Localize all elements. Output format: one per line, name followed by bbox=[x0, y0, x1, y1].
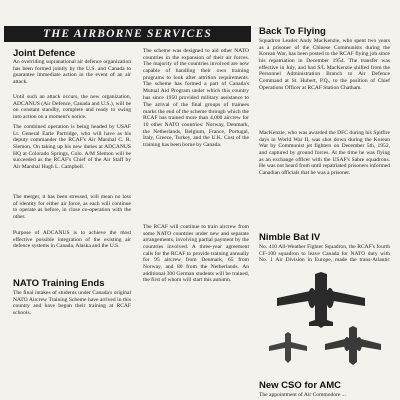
nato-training-paragraph: The arrival of the final groups of trainees marks the end of the scheme through which the RCAF has trained more than 4,000 aircrew for 10 other NATO countries: Norway, Denmark, the Netherlands, Belgium, France, Portugal, Italy, Greece, Turkey, and the U.K. Cost of the training has been borne by Canada. bbox=[143, 102, 249, 148]
joint-defence-paragraph: The combined operation is being headed by USAF Lt. General Earle Partridge, who will have as his deputy commander the RCAF's Air Marshal C. R. Slemon. On taking up his new duties at ADCANUS HQ at Colorado Springs, Colo. A/M Slemon will be succeeded as the RCAF's Chief of the Air Staff by Air Marshal Hugh L. Campbell. bbox=[13, 124, 131, 170]
joint-defence-paragraph: Purpose of ADCANUS is to achieve the most effective possible integration of the existing air defence systems in Canada, Alaska and the U.S. bbox=[13, 230, 131, 250]
joint-defence-paragraph: An overriding supranational air defence organization has been formed jointly by the U.S. and Canada to guarantee immediate action in the event of an air attack. bbox=[13, 59, 131, 85]
back-to-flying-paragraph: Squadron Leader Andy MacKenzie, who spent two years as a prisoner of the Chinese Communists during the Korean War, has been posted to the RCAF flying job since his repatriation in December 1954. The transfer was effective in July, and had S/L MacKenzie shifted from the Personnel Administration Branch to Air Defence Command at St. Hubert, P.Q., to the position of Chief Operations Officer at RCAF Station Chatham. bbox=[259, 38, 390, 91]
nato-training-paragraph: The scheme was designed to aid other NATO countries in the expansion of their air forces. The majority of the countries involved are now capable of handling their own training programs to look after attrition requirements. The scheme has formed a part of Canada's Mutual Aid Program under which this country has since 1950 provided military assistance to bbox=[143, 48, 249, 100]
new-cso-paragraph: The appointment of Air Commodore ... bbox=[259, 392, 346, 398]
nato-training-paragraph: The RCAF will continue to train aircrew from some NATO countries under new and separate arrangements, involving partial payment by the countries involved. A three-year agreement calls for the RCAF to provide training annually for 95 aircrew from Denmark, 65 from Norway, and 80 from the Netherlands. An additional 300 German students will be trained, the first of whom will start this autumn. bbox=[143, 224, 249, 284]
heading-nimble-bat: Nimble Bat IV bbox=[259, 232, 321, 243]
aircraft-photo bbox=[257, 264, 393, 378]
banner-title: THE AIRBORNE SERVICES bbox=[42, 28, 212, 40]
heading-joint-defence: Joint Defence bbox=[13, 48, 76, 59]
back-to-flying-paragraph: MacKenzie, who was awarded the DFC during his Spitfire days in World War II, was shot down during the Korean War by Communist jet fighters on December 5th, 1952, and captured by ground forces. At the time he was flying as an exchange officer with the USAF's Sabre squadrons. He was not heard from until repatriated prisoners informed Canadian officials that he was a prisoner. bbox=[259, 130, 390, 176]
nato-training-paragraph: The final intakes of students under Canada's original NATO Aircrew Training Scheme have arrived in this country and have begun their training at RCAF schools. bbox=[13, 290, 131, 316]
heading-back-to-flying: Back To Flying bbox=[259, 26, 326, 37]
nimble-bat-paragraph: No. 410 All-Weather Fighter Squadron, the RCAF's fourth CF-100 squadron to leave Canada for NATO duty with No. 1 Air Division in Europe, made the trans-Atlantic bbox=[259, 244, 390, 264]
heading-new-cso: New CSO for AMC bbox=[259, 380, 341, 391]
heading-nato-training: NATO Training Ends bbox=[13, 278, 105, 289]
section-banner bbox=[4, 26, 251, 42]
joint-defence-paragraph: Until such an attack occurs, the new organization, ADCANUS (Air Defence, Canada and U.S.), will be on constant standby, complete and ready to swing into action on a moment's notice. bbox=[13, 94, 131, 120]
joint-defence-paragraph: The merger, it has been stressed, will mean no loss of identity for either air force, as each will continue to operate as before, in close co-operation with the other. bbox=[13, 194, 131, 220]
